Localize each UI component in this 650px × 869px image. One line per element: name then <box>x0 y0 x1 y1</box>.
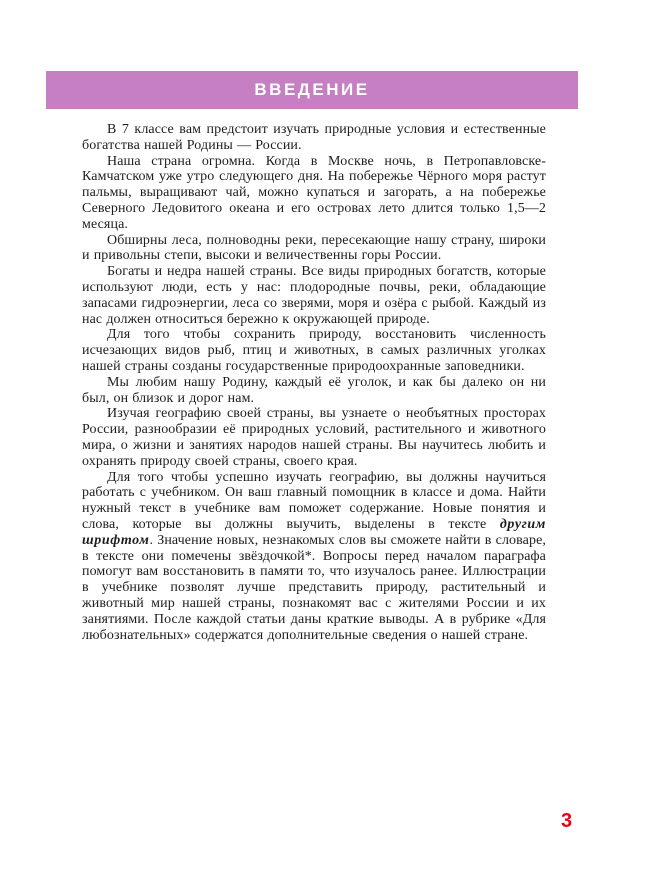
text-run: В 7 классе вам предстоит изучать природные условия и естественные богатства нашей Родины — России. <box>82 122 546 153</box>
text-run: Для того чтобы успешно изучать географию, вы должны научиться работать с учебником. Он ваш главный помощник в классе и дома. Найти нужный текст в учебнике вам поможет содержание. Новые понятия и слова, которые вы должны выучить, выделены в тексте <box>82 469 546 532</box>
chapter-header-bar <box>46 71 578 109</box>
paragraph <box>82 154 546 233</box>
paragraph <box>82 233 546 265</box>
emphasized-term: другим шрифтом <box>82 516 546 548</box>
text-run: Изучая географию своей страны, вы узнаете о необъятных просторах России, разнообразии её природных условий, растительного и животного мира, о жизни и занятиях народов нашей страны. Вы научитесь любить и охранять природу своей страны, своего края. <box>82 406 546 469</box>
body-text <box>82 122 546 643</box>
text-run: . Значение новых, незнакомых слов вы сможете найти в словаре, в тексте они помечены звёздочкой*. Вопросы перед началом параграфа помогут вам восстановить в памяти то, что изучалось ранее. Иллюстрации в учебнике позволят лучше представить природу, растительный и животный мир нашей страны, познакомят вас с жителями России и их занятиями. После каждой статьи даны краткие выводы. А в рубрике «Для любознательных» содержатся дополнительные сведения о нашей стране. <box>82 532 546 643</box>
paragraph <box>82 406 546 469</box>
text-run: Мы любим нашу Родину, каждый её уголок, и как бы далеко он ни был, он близок и дорог нам. <box>82 374 546 406</box>
text-run: Для того чтобы сохранить природу, восстановить численность исчезающих видов рыб, птиц и животных, в самых различных уголках нашей страны созданы государственные природоохранные заповедники. <box>82 327 546 374</box>
page-number: 3 <box>561 810 573 832</box>
paragraph <box>82 122 546 154</box>
paragraph <box>82 470 546 644</box>
text-run: Наша страна огромна. Когда в Москве ночь, в Петропавловске-Камчатском уже утро следующего дня. На побережье Чёрного моря растут пальмы, выращивают чай, можно купаться и загорать, а на побережье Северного Ледовитого океана и его островах лето длится только 1,5—2 месяца. <box>82 153 546 232</box>
paragraph <box>82 327 546 374</box>
paragraph <box>82 375 546 407</box>
text-run: Обширны леса, полноводны реки, пересекающие нашу страну, широки и привольны степи, высоки и величественны горы России. <box>82 232 546 264</box>
paragraph <box>82 264 546 327</box>
text-run: Богаты и недра нашей страны. Все виды природных богатств, которые используют люди, есть у нас: плодородные почвы, реки, обладающие запасами гидроэнергии, леса со зверями, моря и озёра с рыбой. Каждый из нас должен относиться бережно к окружающей природе. <box>82 264 546 327</box>
chapter-title: ВВЕДЕНИЕ <box>254 80 370 99</box>
